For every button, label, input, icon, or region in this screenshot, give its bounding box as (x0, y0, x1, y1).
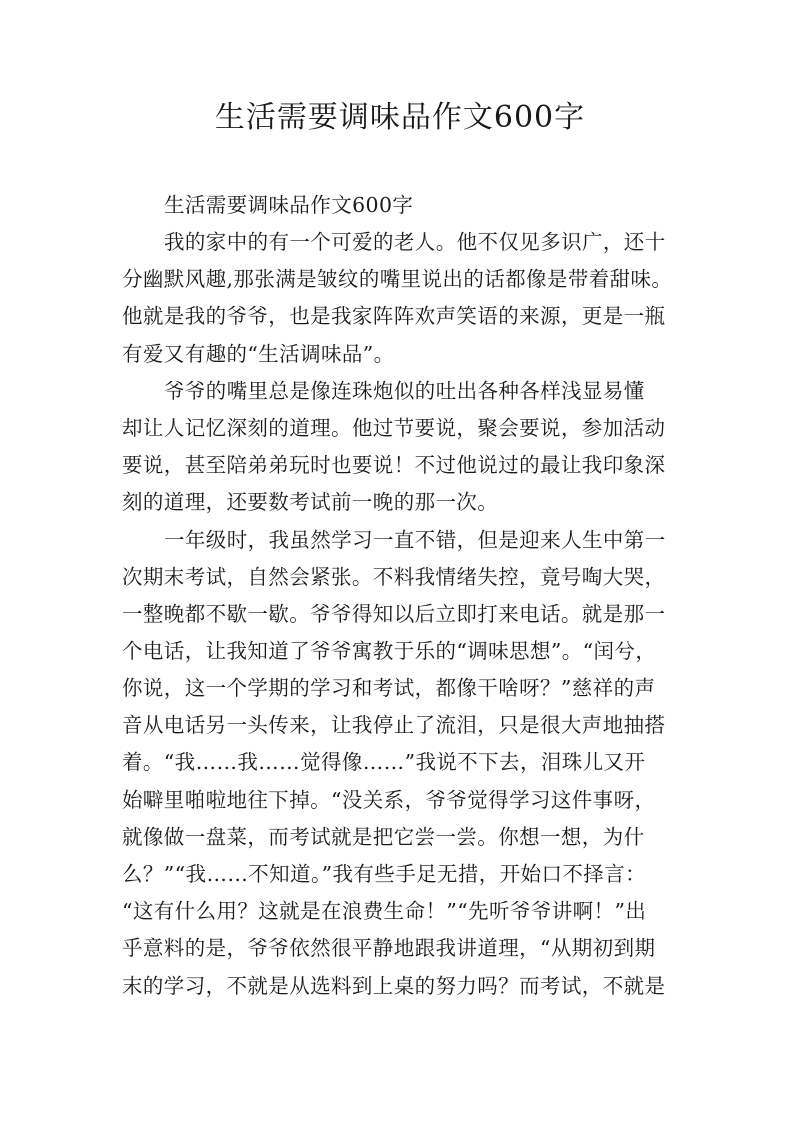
paragraph-line: 乎意料的是，爷爷依然很平静地跟我讲道理，“从期初到期 (122, 936, 656, 960)
paragraph-line: 么？”“我……不知道。”我有些手足无措，开始口不择言： (122, 862, 646, 886)
paragraph-line: 音从电话另一头传来，让我停止了流泪，只是很大声地抽搭 (122, 713, 666, 737)
paragraph-line: “这有什么用？这就是在浪费生命！”“先听爷爷讲啊！”出 (122, 899, 647, 923)
paragraph-line: 我的家中的有一个可爱的老人。他不仅见多识广，还十 (164, 230, 666, 254)
paragraph-line: 一年级时，我虽然学习一直不错，但是迎来人生中第一 (164, 528, 666, 552)
paragraph-line: 一整晚都不歇一歇。爷爷得知以后立即打来电话。就是那一 (122, 602, 666, 626)
paragraph-line: 个电话，让我知道了爷爷寓教于乐的“调味思想”。“闰兮， (122, 639, 657, 663)
paragraph-line: 有爱又有趣的“生活调味品”。 (122, 342, 395, 366)
paragraph-line: 爷爷的嘴里总是像连珠炮似的吐出各种各样浅显易懂 (164, 379, 645, 403)
paragraph-line: 分幽默风趣,那张满是皱纹的嘴里说出的话都像是带着甜味。 (122, 267, 673, 291)
paragraph-line: 就像做一盘菜，而考试就是把它尝一尝。你想一想，为什 (122, 825, 645, 849)
paragraph-line: 生活需要调味品作文600字 (164, 193, 414, 217)
paragraph-line: 始噼里啪啦地往下掉。“没关系，爷爷觉得学习这件事呀， (122, 788, 656, 812)
paragraph-line: 却让人记忆深刻的道理。他过节要说，聚会要说，参加活动 (122, 416, 666, 440)
paragraph-line: 次期末考试，自然会紧张。不料我情绪失控，竟号啕大哭， (122, 565, 666, 589)
document-title: 生活需要调味品作文600字 (214, 100, 586, 135)
paragraph-line: 他就是我的爷爷，也是我家阵阵欢声笑语的来源，更是一瓶 (122, 304, 666, 328)
paragraph-line: 你说，这一个学期的学习和考试，都像干啥呀？”慈祥的声 (122, 676, 656, 700)
paragraph-line: 刻的道理，还要数考试前一晚的那一次。 (122, 490, 499, 514)
paragraph-line: 着。“我……我……觉得像……”我说不下去，泪珠儿又开 (122, 750, 646, 774)
paragraph-line: 末的学习，不就是从选料到上桌的努力吗？而考试，不就是 (122, 974, 666, 998)
paragraph-line: 要说，甚至陪弟弟玩时也要说！不过他说过的最让我印象深 (122, 453, 666, 477)
